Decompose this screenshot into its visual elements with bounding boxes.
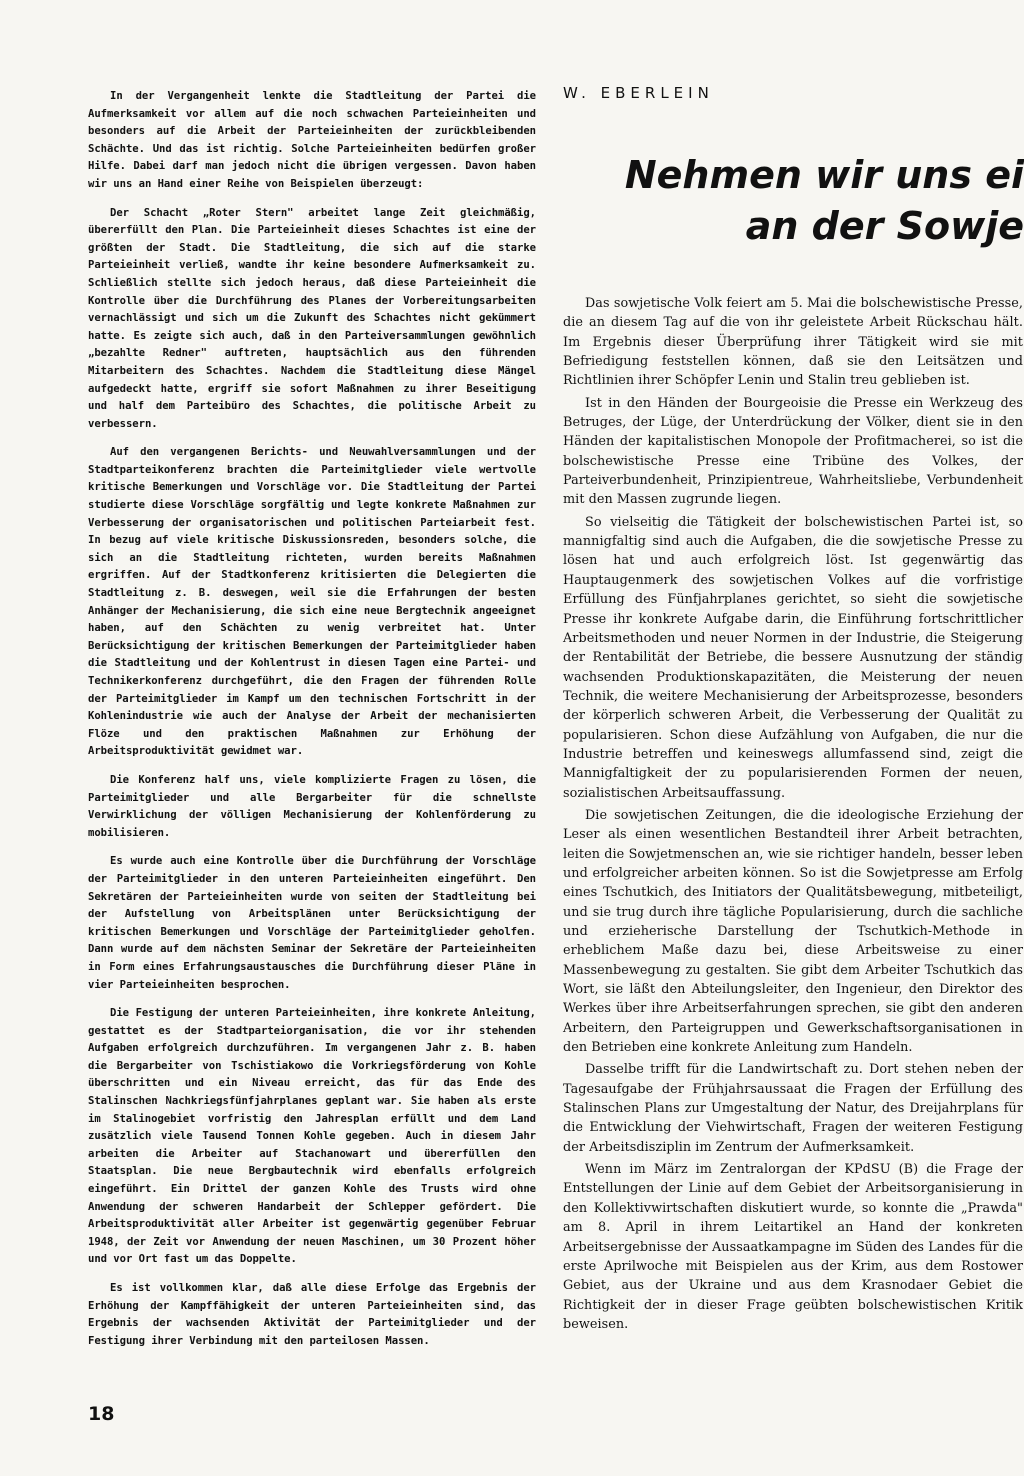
right-paragraph: Die sowjetischen Zeitungen, die die ideologische Erziehung der Leser als einen wesentlichen Bestandteil ihrer Arbeit betrachten, leiten die Sowjetmenschen an, wie sie richtiger handeln, besser leben und erfolgreicher arbeiten können. So ist die Sowjetpresse am Erfolg eines Tschutkich, des Initiators der Qualitätsbewegung, mitbeteiligt, und sie trug durch ihre tägliche Popularisierung, durch die sachliche und erzieherische Darstellung der Tschutkich-Methode in erheblichem Maße dazu bei, diese Arbeitsweise zu einer Massenbewegung zu gestalten. Sie gibt dem Arbeiter Tschutkich das Wort, sie läßt den Abteilungsleiter, den Ingenieur, den Direktor des Werkes über ihre Arbeitserfahrungen sprechen, sie gibt den anderen Arbeitern, den Parteigruppen und Gewerkschaftsorganisationen in den Betrieben eine konkrete Anleitung zum Handeln. bbox=[563, 807, 1023, 1056]
left-paragraph: Die Konferenz half uns, viele komplizierte Fragen zu lösen, die Parteimitglieder und alle Bergarbeiter für die schnellste Verwirklichung der völligen Mechanisierung der Kohlenförderung zu mobilisieren. bbox=[88, 773, 536, 839]
headline-line-2: an der Sowje bbox=[745, 204, 1024, 248]
right-paragraph: Wenn im März im Zentralorgan der KPdSU (B) die Frage der Entstellungen der Linie auf dem Gebiet der Arbeitsorganisierung in den Kollektivwirtschaften diskutiert wurde, so konnte die „Prawda" am 8. April in ihrem Leitartikel an Hand der konkreten Arbeitsergebnisse der Aussaatkampagne im Süden des Landes für die erste Aprilwoche mit Beispielen aus der Krim, aus dem Rostower Gebiet, aus der Ukraine und aus dem Krasnodaer Gebiet die Richtigkeit der in dieser Frage geübten bolschewistischen Kritik beweisen. bbox=[563, 1162, 1023, 1332]
headline-line-1: Nehmen wir uns ei bbox=[624, 153, 1024, 197]
right-paragraph: Das sowjetische Volk feiert am 5. Mai die bolschewistische Presse, die an diesem Tag auf die von ihr geleistete Arbeit Rückschau hält. Im Ergebnis dieser Überprüfung ihrer Tätigkeit wird sie mit Befriedigung feststellen können, daß sie den Leitsätzen und Richtlinien ihrer Schöpfer Lenin und Stalin treu geblieben ist. bbox=[563, 296, 1023, 389]
left-paragraph: Der Schacht „Roter Stern" arbeitet lange Zeit gleichmäßig, übererfüllt den Plan. Die Parteieinheit dieses Schachtes ist eine der größten der Stadt. Die Stadtleitung, die sich auf die starke Parteieinheit verließ, wandte ihr keine besondere Aufmerksamkeit zu. Schließlich stellte sich jedoch heraus, daß diese Parteieinheit die Kontrolle über die Durchführung des Planes der Vorbereitungsarbeiten vernachlässigt und sich um die Zukunft des Schachtes nicht gekümmert hatte. Es zeigte sich auch, daß in den Parteiversammlungen gewöhnlich „bezahlte Redner" auftreten, hauptsächlich aus den führenden Mitarbeitern des Schachtes. Nachdem die Stadtleitung diese Mängel aufgedeckt hatte, ergriff sie sofort Maßnahmen zu ihrer Beseitigung und half dem Parteibüro des Schachtes, die politische Arbeit zu verbessern. bbox=[88, 206, 536, 430]
article-headline bbox=[600, 150, 1024, 252]
right-column bbox=[563, 294, 1023, 1337]
right-paragraph: So vielseitig die Tätigkeit der bolschewistischen Partei ist, so mannigfaltig sind auch die Aufgaben, die die sowjetische Presse zu lösen hat und auch erfolgreich löst. Ist gegenwärtig das Hauptaugenmerk des sowjetischen Volkes auf die vorfristige Erfüllung des Fünfjahrplanes gerichtet, so sieht die sowjetische Presse ihr konkrete Aufgabe darin, die Einführung fortschrittlicher Arbeitsmethoden und neuer Normen in der Industrie, die Steigerung der Rentabilität der Betriebe, die bessere Ausnutzung der ständig wachsenden Produktionskapazitäten, die Meisterung der neuen Technik, die weitere Mechanisierung der Arbeitsprozesse, besonders der körperlich schweren Arbeit, die Verbesserung der Qualität zu popularisieren. Schon diese Aufzählung von Aufgaben, die nur die Industrie betreffen und keineswegs allumfassend sind, zeigt die Mannigfaltigkeit der zu popularisierenden Formen der neuen, sozialistischen Arbeitsauffassung. bbox=[563, 514, 1023, 801]
left-paragraph: Die Festigung der unteren Parteieinheiten, ihre konkrete Anleitung, gestattet es der Stadtparteiorganisation, die vor ihr stehenden Aufgaben erfolgreich durchzuführen. Im vergangenen Jahr z. B. haben die Bergarbeiter von Tschistiakowo die Vorkriegsförderung von Kohle überschritten und ein Niveau erreicht, das für das Ende des Stalinschen Nachkriegsfünfjahrplanes geplant war. Sie haben als erste im Stalinogebiet vorfristig den Jahresplan erfüllt und dem Land zusätzlich viele Tausend Tonnen Kohle gegeben. Auch in diesem Jahr arbeiten die Arbeiter auf Stachanowart und übererfüllen den Staatsplan. Die neue Bergbautechnik wird ebenfalls erfolgreich eingeführt. Ein Drittel der ganzen Kohle des Trusts wird ohne Anwendung der schweren Handarbeit der Schlepper gefördert. Die Arbeitsproduktivität aller Arbeiter ist gegenwärtig gegenüber Februar 1948, der Zeit vor Anwendung der neuen Maschinen, um 30 Prozent höher und vor Ort fast um das Doppelte. bbox=[88, 1007, 536, 1266]
left-paragraph: Auf den vergangenen Berichts- und Neuwahlversammlungen und der Stadtparteikonferenz brachten die Parteimitglieder viele wertvolle kritische Bemerkungen und Vorschläge vor. Die Stadtleitung der Partei studierte diese Vorschläge sorgfältig und legte konkrete Maßnahmen zur Verbesserung der organisatorischen und politischen Parteiarbeit fest. In bezug auf viele kritische Diskussionsreden, besonders solche, die sich an die Stadtleitung richteten, wurden bereits Maßnahmen ergriffen. Auf der Stadtkonferenz kritisierten die Delegierten die Stadtleitung z. B. deswegen, weil sie die Erfahrungen der besten Anhänger der Mechanisierung, die sich eine neue Bergtechnik angeeignet haben, auf den Schächten zu wenig verbreitet hat. Unter Berücksichtigung der kritischen Bemerkungen der Parteimitglieder haben die Stadtleitung und der Kohlentrust in diesen Tagen eine Partei- und Technikerkonferenz durchgeführt, die den Fragen der führenden Rolle der Parteimitglieder im Kampf um den technischen Fortschritt in der Kohlenindustrie wie auch der Analyse der Arbeit der mechanisierten Flöze und den praktischen Maßnahmen zur Erhöhung der Arbeitsproduktivität gewidmet war. bbox=[88, 446, 536, 758]
left-paragraph: In der Vergangenheit lenkte die Stadtleitung der Partei die Aufmerksamkeit vor allem auf die noch schwachen Parteieinheiten und besonders auf die Arbeit der Parteieinheiten der zurückbleibenden Schächte. Und das ist richtig. Solche Parteieinheiten bedürfen großer Hilfe. Dabei darf man jedoch nicht die übrigen vergessen. Davon haben wir uns an Hand einer Reihe von Beispielen überzeugt: bbox=[88, 90, 536, 190]
article-author: W. EBERLEIN bbox=[563, 84, 714, 102]
left-paragraph: Es wurde auch eine Kontrolle über die Durchführung der Vorschläge der Parteimitglieder in den unteren Parteieinheiten eingeführt. Den Sekretären der Parteieinheiten wurde von seiten der Stadtleitung bei der Aufstellung von Arbeitsplänen unter Berücksichtigung der kritischen Bemerkungen und Vorschläge der Parteimitglieder geholfen. Dann wurde auf dem nächsten Seminar der Sekretäre der Parteieinheiten in Form eines Erfahrungsaustausches die Durchführung dieser Pläne in vier Parteieinheiten besprochen. bbox=[88, 855, 536, 991]
left-column bbox=[88, 88, 536, 1361]
right-paragraph: Dasselbe trifft für die Landwirtschaft zu. Dort stehen neben der Tagesaufgabe der Frühjahrsaussaat die Fragen der Erfüllung des Stalinschen Plans zur Umgestaltung der Natur, des Dreijahrplans für die Entwicklung der Viehwirtschaft, Fragen der weiteren Festigung der Arbeitsdisziplin im Zentrum der Aufmerksamkeit. bbox=[563, 1062, 1023, 1155]
page-number: 18 bbox=[88, 1403, 115, 1425]
right-paragraph: Ist in den Händen der Bourgeoisie die Presse ein Werkzeug des Betruges, der Lüge, der Unterdrückung der Völker, dient sie in den Händen der kapitalistischen Monopole der Profitmacherei, so ist die bolschewistische Presse eine Tribüne des Volkes, der Parteiverbundenheit, Prinzipientreue, Wahrheitsliebe, Verbundenheit mit den Massen zugrunde liegen. bbox=[563, 395, 1023, 508]
left-paragraph: Es ist vollkommen klar, daß alle diese Erfolge das Ergebnis der Erhöhung der Kampffähigkeit der unteren Parteieinheiten sind, das Ergebnis der wachsenden Aktivität der Parteimitglieder und der Festigung ihrer Verbindung mit den parteilosen Massen. bbox=[88, 1282, 536, 1347]
